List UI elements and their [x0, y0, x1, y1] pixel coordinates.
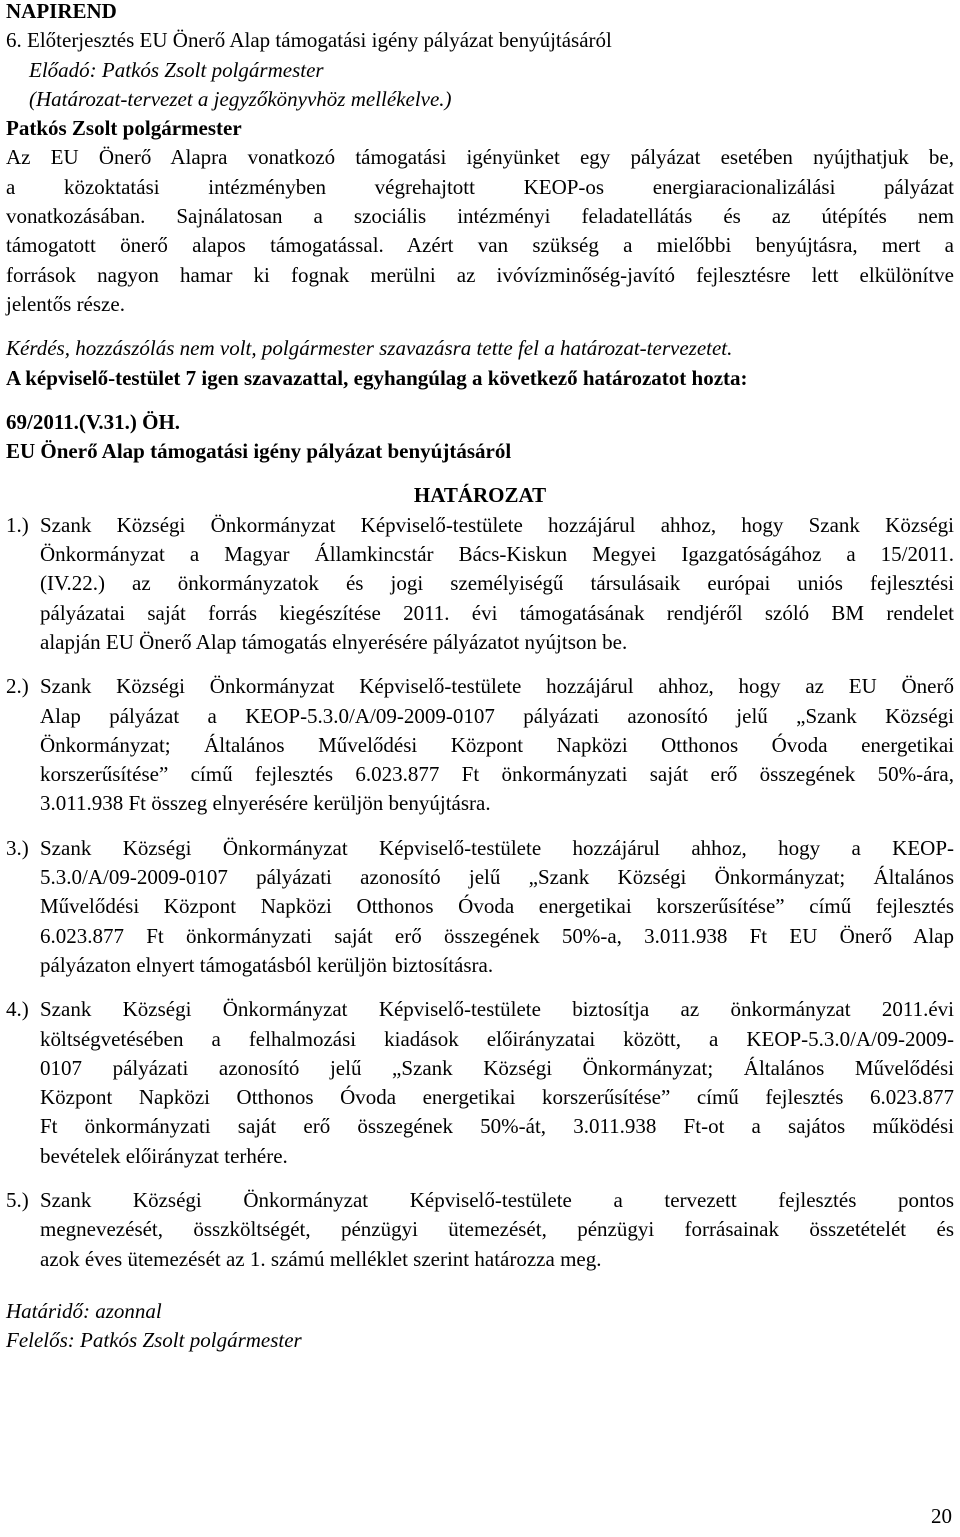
attachment-note: (Határozat-tervezet a jegyzőkönyvhöz mellékelve.)	[29, 86, 452, 111]
deadline: Határidő: azonnal	[6, 1298, 162, 1323]
resolution-item-3	[6, 834, 954, 980]
item-line: Alap pályázat a KEOP-5.3.0/A/09-2009-0107 pályázati azonosító jelű „Szank Községi	[40, 703, 954, 728]
speech-line: támogatott önerő alapos támogatással. Azért van szükség a mielőbbi benyújtásra, mert a	[6, 233, 954, 258]
item-line: Szank Községi Önkormányzat Képviselő-testülete biztosítja az önkormányzat 2011.évi	[40, 997, 954, 1022]
item-line: pályázaton elnyert támogatásból kerüljön biztosításra.	[40, 952, 494, 977]
item-line: azok éves ütemezését az 1. számú melléklet szerint határozza meg.	[40, 1246, 602, 1271]
document-page	[6, 0, 954, 1355]
item-number: 3.)	[6, 835, 29, 860]
item-line: Szank Községi Önkormányzat Képviselő-testülete hozzájárul ahhoz, hogy Szank Községi	[40, 512, 954, 537]
item-line: korszerűsítése” című fejlesztés 6.023.877 Ft önkormányzati saját erő összegének 50%-ára,	[40, 762, 954, 787]
item-line: 3.011.938 Ft összeg elnyerésére kerüljön benyújtásra.	[40, 791, 491, 816]
vote-result: A képviselő-testület 7 igen szavazattal, egyhangúlag a következő határozatot hozta:	[6, 365, 748, 390]
item-number: 2.)	[6, 674, 29, 699]
agenda-item: 6. Előterjesztés EU Önerő Alap támogatási igény pályázat benyújtásáról	[6, 28, 612, 53]
item-line: bevételek előirányzat terhére.	[40, 1143, 288, 1168]
item-line: alapján EU Önerő Alap támogatás elnyerésére pályázatot nyújtson be.	[40, 629, 628, 654]
item-line: Szank Községi Önkormányzat Képviselő-testülete hozzájárul ahhoz, hogy az EU Önerő	[40, 674, 954, 699]
item-line: pályázatai saját forrás kiegészítése 2011. évi támogatásának rendjéről szóló BM rendelet	[40, 600, 954, 625]
resolution-item-5	[6, 1186, 954, 1274]
agenda-title: NAPIREND	[6, 0, 117, 23]
vote-note: Kérdés, hozzászólás nem volt, polgármester szavazásra tette fel a határozat-tervezetet.	[6, 336, 733, 361]
item-number: 1.)	[6, 512, 29, 537]
speech-line: vonatkozásában. Sajnálatosan a szociális intézményi feladatellátás és az útépítés nem	[6, 204, 954, 229]
speech-line: Az EU Önerő Alapra vonatkozó támogatási igényünket egy pályázat esetében nyújthatjuk be,	[6, 145, 954, 170]
item-line: Szank Községi Önkormányzat Képviselő-testülete a tervezett fejlesztés pontos	[40, 1187, 954, 1212]
item-line: Önkormányzat a Magyar Államkincstár Bács-Kiskun Megyei Igazgatóságához a 15/2011.	[40, 542, 954, 567]
resolution-item-2	[6, 672, 954, 818]
presenter: Előadó: Patkós Zsolt polgármester	[29, 57, 324, 82]
page-number: 20	[931, 1504, 952, 1528]
speech-line: jelentős része.	[6, 291, 125, 316]
responsible: Felelős: Patkós Zsolt polgármester	[6, 1328, 302, 1353]
item-line: 6.023.877 Ft önkormányzati saját erő összegének 50%-a, 3.011.938 Ft EU Önerő Alap	[40, 923, 954, 948]
resolution-heading: HATÁROZAT	[413, 483, 547, 508]
item-line: 0107 pályázati azonosító jelű „Szank Községi Önkormányzat; Általános Művelődési	[40, 1055, 954, 1080]
item-line: Szank Községi Önkormányzat Képviselő-testülete hozzájárul ahhoz, hogy a KEOP-	[40, 835, 954, 860]
resolution-number: 69/2011.(V.31.) ÖH.	[6, 409, 181, 434]
speech-line: a közoktatási intézményben végrehajtott KEOP-os energiaracionalizálási pályázat	[6, 174, 954, 199]
item-line: Központ Napközi Otthonos Óvoda energetikai korszerűsítése” című fejlesztés 6.023.877	[40, 1085, 954, 1110]
speech-line: források nagyon hamar ki fognak merülni az ivóvízminőség-javító fejlesztésre lett elkülönítve	[6, 262, 954, 287]
item-line: Önkormányzat; Általános Művelődési Központ Napközi Otthonos Óvoda energetikai	[40, 732, 954, 757]
resolution-subject: EU Önerő Alap támogatási igény pályázat benyújtásáról	[6, 439, 512, 464]
item-line: 5.3.0/A/09-2009-0107 pályázati azonosító jelű „Szank Községi Önkormányzat; Általános	[40, 865, 954, 890]
item-line: (IV.22.) az önkormányzatok és jogi személyiségű társulásaik európai uniós fejlesztési	[40, 571, 954, 596]
item-line: Művelődési Központ Napközi Otthonos Óvoda energetikai korszerűsítése” című fejlesztés	[40, 894, 954, 919]
resolution-item-1	[6, 511, 954, 657]
speaker-name: Patkós Zsolt polgármester	[6, 116, 242, 141]
speech-paragraph	[6, 143, 954, 319]
item-line: Ft önkormányzati saját erő összegének 50%-át, 3.011.938 Ft-ot a sajátos működési	[40, 1114, 954, 1139]
item-line: megnevezését, összköltségét, pénzügyi ütemezését, pénzügyi forrásainak összetételét és	[40, 1217, 954, 1242]
item-number: 4.)	[6, 997, 29, 1022]
resolution-item-4	[6, 995, 954, 1171]
item-line: költségvetésében a felhalmozási kiadások előirányzatai között, a KEOP-5.3.0/A/09-2009-	[40, 1026, 954, 1051]
item-number: 5.)	[6, 1187, 29, 1212]
